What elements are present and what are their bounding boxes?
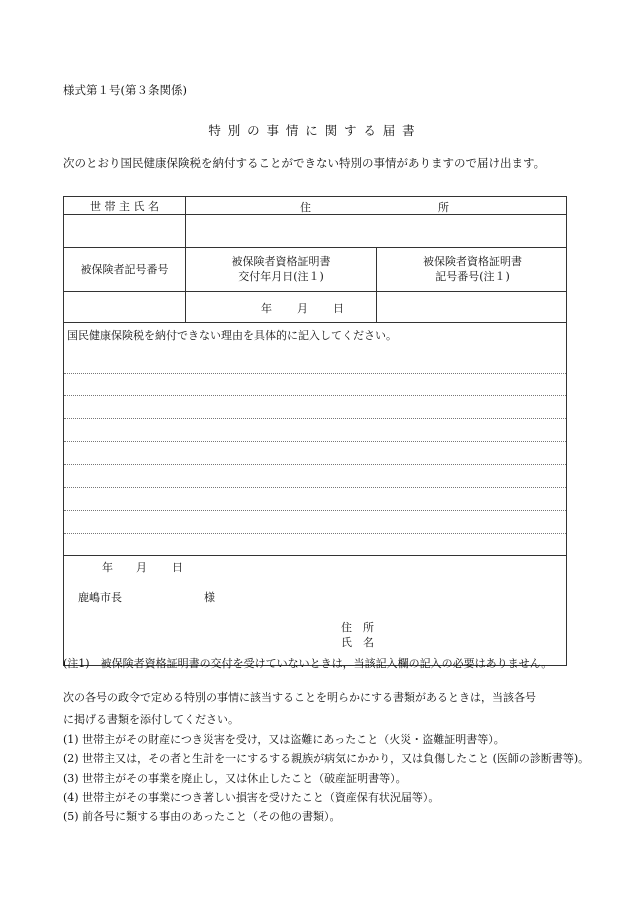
row-divider bbox=[64, 555, 566, 556]
cert-date-field[interactable] bbox=[186, 292, 376, 322]
submit-date-month: 月 bbox=[136, 561, 147, 574]
document-title: 特別の事情に関する届書 bbox=[208, 123, 422, 138]
insured-number-label: 被保険者記号番号 bbox=[80, 263, 169, 276]
address-header-1: 住 bbox=[300, 201, 311, 214]
cert-date-day: 日 bbox=[333, 302, 344, 315]
submit-date-year: 年 bbox=[102, 561, 113, 574]
reason-field[interactable] bbox=[64, 347, 567, 554]
document-item: (4) 世帯主がその事業につき著しい損害を受けたこと（資産保有状況届等）。 bbox=[63, 791, 440, 804]
intro-text: 次のとおり国民健康保険税を納付することができない特別の事情がありますので届け出ます。 bbox=[63, 156, 546, 170]
reason-prompt: 国民健康保険税を納付できない理由を具体的に記入してください。 bbox=[67, 329, 397, 342]
cert-date-year: 年 bbox=[261, 302, 272, 315]
cert-number-label-line1: 被保険者資格証明書 bbox=[423, 255, 522, 268]
addressee-honorific: 様 bbox=[204, 591, 215, 604]
row-divider bbox=[64, 322, 566, 323]
form-number: 様式第１号(第３条関係) bbox=[63, 83, 187, 97]
cert-number-label bbox=[377, 254, 568, 284]
cert-number-label-line2: 記号番号(注１) bbox=[435, 270, 510, 283]
cert-date-label-line2: 交付年月日(注１) bbox=[238, 270, 324, 283]
applicant-address-label: 住 所 bbox=[341, 621, 374, 634]
documents-intro-line2: に掲げる書類を添付してください。 bbox=[63, 713, 239, 726]
cert-date-label bbox=[186, 254, 376, 284]
applicant-name-label: 氏 名 bbox=[341, 636, 374, 649]
row-divider bbox=[64, 247, 566, 248]
address-field[interactable] bbox=[186, 215, 567, 247]
insured-number-field[interactable] bbox=[64, 292, 185, 322]
submit-date-day: 日 bbox=[172, 561, 183, 574]
document-item: (3) 世帯主がその事業を廃止し，又は休止したこと（破産証明書等）。 bbox=[63, 772, 407, 785]
document-item: (2) 世帯主又は，その者と生計を一にするする親族が病気にかかり，又は負傷したこと (医師の診断書等)。 bbox=[63, 752, 590, 765]
addressee-name: 鹿嶋市長 bbox=[78, 591, 122, 604]
form-table bbox=[63, 196, 567, 666]
document-item: (1) 世帯主がその財産につき災害を受け，又は盗難にあったこと（火災・盗難証明書等）。 bbox=[63, 733, 505, 746]
household-head-name-header: 世 帯 主 氏 名 bbox=[90, 200, 159, 213]
address-header-2: 所 bbox=[438, 201, 449, 214]
household-head-name-field[interactable] bbox=[64, 215, 185, 247]
document-item: (5) 前各号に類する事由のあったこと（その他の書類）。 bbox=[63, 810, 341, 823]
documents-intro-line1: 次の各号の政令で定める特別の事情に該当することを明らかにする書類があるときは，当該各号 bbox=[63, 691, 536, 704]
footnote: (注1) 被保険者資格証明書の交付を受けていないときは，当該記入欄の記入の必要はありません。 bbox=[63, 657, 553, 670]
cert-date-month: 月 bbox=[297, 302, 308, 315]
cert-date-label-line1: 被保険者資格証明書 bbox=[231, 255, 331, 268]
cert-number-field[interactable] bbox=[377, 292, 568, 322]
